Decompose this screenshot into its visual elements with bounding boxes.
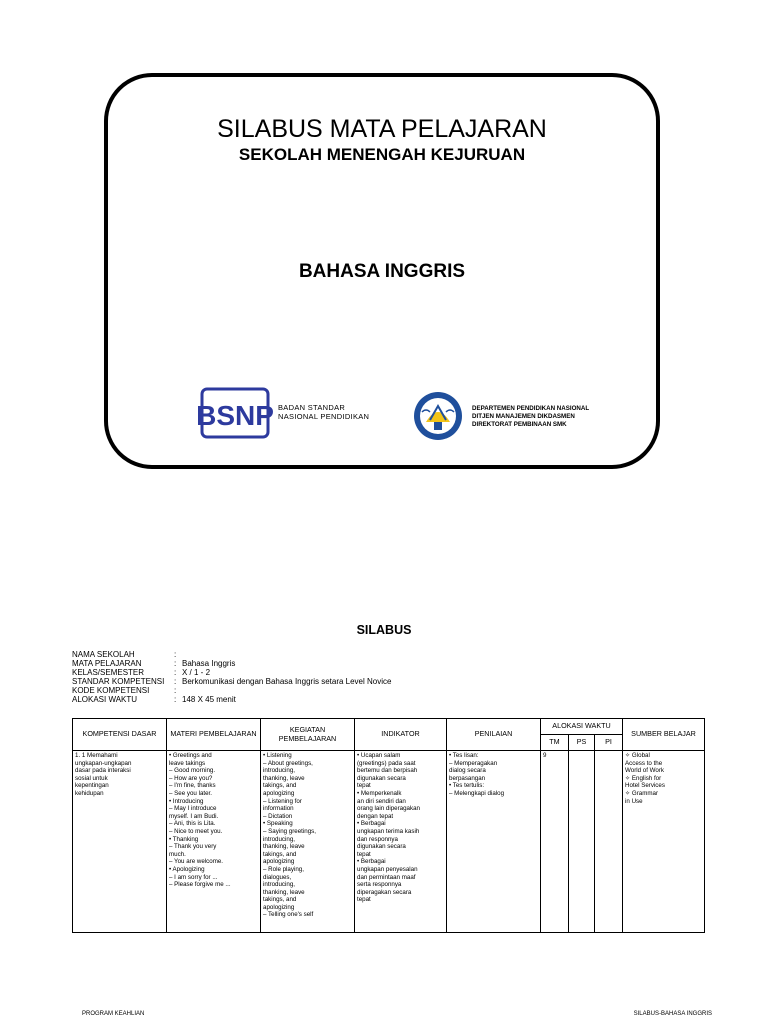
header-penilaian: PENILAIAN: [447, 719, 541, 751]
cell-ps: [569, 751, 595, 933]
cell-line: • Ucapan salam: [357, 752, 401, 759]
meta-label: KELAS/SEMESTER: [72, 668, 145, 677]
header-indikator: INDIKATOR: [355, 719, 447, 751]
cell-line: – Good morning.: [169, 767, 216, 775]
cell-line: serta responnya: [357, 881, 402, 889]
footer-left: PROGRAM KEAHLIAN: [82, 1011, 145, 1017]
header-pi: PI: [595, 735, 623, 751]
meta-colon: :: [174, 668, 177, 677]
cell-line: tepat: [357, 896, 371, 904]
cell-kompetensi: [73, 751, 167, 933]
meta-colon: :: [174, 650, 177, 659]
meta-row: [72, 686, 391, 695]
cell-line: • Speaking: [263, 820, 293, 828]
cell-line: tepat: [357, 850, 371, 858]
cell-line: – Saying greetings,: [263, 827, 316, 835]
bsnp-line-2: NASIONAL PENDIDIKAN: [278, 412, 370, 421]
cell-line: dialogues,: [263, 873, 292, 881]
cell-line: orang lain diperagakan: [357, 805, 420, 813]
cover-subtitle: SEKOLAH MENENGAH KEJURUAN: [238, 145, 526, 164]
cell-line: kehidupan: [75, 789, 104, 797]
cell-line: dan permintaan maaf: [357, 873, 416, 881]
department-caption: [472, 405, 589, 429]
cell-line: – See you later.: [169, 789, 212, 797]
meta-colon: :: [174, 686, 177, 695]
footer-right: SILABUS-BAHASA INGGRIS: [633, 1011, 712, 1017]
cell-line: berpasangan: [449, 774, 486, 782]
cell-line: takings, and: [263, 850, 297, 858]
cell-line: – Nice to meet you.: [169, 827, 223, 835]
cell-line: introducing,: [263, 767, 295, 775]
cell-line: ✧ Global: [625, 752, 650, 759]
cell-line: thanking, leave: [263, 888, 305, 896]
cell-line: thanking, leave: [263, 774, 305, 782]
syllabus-title: SILABUS: [356, 623, 412, 637]
cover-title: SILABUS MATA PELAJARAN: [217, 115, 547, 143]
cell-line: takings, and: [263, 896, 297, 904]
cell-line: – About greetings,: [263, 759, 313, 767]
header-ps: PS: [569, 735, 595, 751]
cell-line: – I'm fine, thanks: [169, 782, 216, 790]
cell-line: • Greetings and: [169, 752, 212, 759]
cell-line: dialog secara: [449, 767, 486, 775]
cell-line: ungkapan-ungkapan: [75, 759, 132, 767]
cover-frame: [104, 73, 660, 469]
meta-value: Bahasa Inggris: [182, 659, 236, 668]
cell-line: • Berbagai: [357, 858, 386, 866]
cell-line: ungkapan terima kasih: [357, 827, 420, 835]
dep-line-2: DITJEN MANAJEMEN DIKDASMEN: [472, 413, 575, 420]
bsnp-logo: [196, 387, 274, 439]
meta-colon: :: [174, 695, 177, 704]
cell-line: sosial untuk: [75, 774, 108, 782]
cell-line: ✧ English for: [625, 774, 662, 782]
meta-row: [72, 650, 391, 659]
meta-label: KODE KOMPETENSI: [72, 686, 150, 695]
header-tm: TM: [541, 735, 569, 751]
cell-line: much.: [169, 850, 186, 858]
meta-value: Berkomunikasi dengan Bahasa Inggris setara Level Novice: [182, 677, 392, 686]
cell-materi: [167, 751, 261, 933]
meta-row: [72, 659, 391, 668]
cell-line: – Memperagakan: [449, 759, 498, 767]
cell-line: ✧ Grammar: [625, 789, 659, 797]
cell-line: dan responnya: [357, 835, 398, 843]
cell-line: – Thank you very: [169, 843, 217, 851]
cell-line: digunakan secara: [357, 843, 406, 851]
cell-line: myself. I am Budi.: [169, 812, 219, 820]
meta-label: ALOKASI WAKTU: [72, 695, 138, 704]
cell-line: Access to the: [625, 759, 663, 767]
cell-line: (greetings) pada saat: [357, 759, 416, 767]
cell-line: – Telling one's self: [263, 911, 314, 919]
cell-line: takings, and: [263, 782, 297, 790]
cell-line: ungkapan penyesalan: [357, 865, 418, 873]
cell-line: leave takings: [169, 759, 206, 767]
cell-line: – How are you?: [169, 774, 213, 782]
cell-line: diperagakan secara: [357, 888, 412, 896]
cell-line: information: [263, 805, 294, 813]
cell-line: apologizing: [263, 789, 295, 797]
bsnp-logo-text: BSNP: [196, 400, 274, 431]
cell-line: bertemu dan berpisah: [357, 767, 418, 775]
meta-colon: :: [174, 659, 177, 668]
cell-line: introducing,: [263, 881, 295, 889]
syllabus-table: [72, 718, 705, 933]
meta-row: [72, 668, 391, 677]
cell-line: kepentingan: [75, 782, 109, 790]
meta-row: [72, 677, 391, 686]
cell-line: – Ani, this is Lita.: [169, 820, 216, 828]
cell-line: apologizing: [263, 858, 295, 866]
cell-line: dengan tepat: [357, 812, 394, 820]
cell-line: thanking, leave: [263, 843, 305, 851]
header-kompetensi: KOMPETENSI DASAR: [73, 719, 167, 751]
header-kegiatan: KEGIATAN PEMBELAJARAN: [261, 719, 355, 751]
cell-line: • Berbagai: [357, 820, 386, 828]
cell-line: – Melengkapi dialog: [449, 789, 505, 797]
cell-line: • Thanking: [169, 835, 199, 843]
cell-line: • Listening: [263, 752, 292, 759]
cell-line: • Memperkenalk: [357, 789, 402, 797]
meta-label: NAMA SEKOLAH: [72, 650, 135, 659]
cell-line: • Apologizing: [169, 865, 205, 873]
dep-line-1: DEPARTEMEN PENDIDIKAN NASIONAL: [472, 405, 590, 412]
cell-line: World of Work: [625, 767, 664, 775]
cell-line: Hotel Services: [625, 782, 665, 790]
cell-line: – Dictation: [263, 812, 293, 820]
cell-line: – You are welcome.: [169, 858, 224, 866]
cell-indikator: [355, 751, 447, 933]
header-sumber: SUMBER BELAJAR: [623, 719, 705, 751]
cover-subject: BAHASA INGGRIS: [298, 261, 466, 282]
meta-colon: :: [174, 677, 177, 686]
cell-line: • Tes tertulis:: [449, 782, 485, 790]
cell-line: – May I introduce: [169, 805, 217, 813]
cell-line: – Please forgive me ...: [169, 881, 231, 889]
cell-line: dasar pada interaksi: [75, 767, 131, 775]
meta-label: STANDAR KOMPETENSI: [72, 677, 165, 686]
dep-line-3: DIREKTORAT PEMBINAAN SMK: [472, 421, 567, 428]
cell-line: 1. 1 Memahami: [75, 752, 118, 759]
syllabus-meta: [72, 650, 391, 704]
meta-row: [72, 695, 391, 704]
header-materi: MATERI PEMBELAJARAN: [167, 719, 261, 751]
cell-sumber: [623, 751, 705, 933]
cell-line: introducing,: [263, 835, 295, 843]
cell-line: tepat: [357, 782, 371, 790]
meta-value: X / 1 - 2: [182, 668, 211, 677]
cell-line: an diri sendiri dan: [357, 797, 406, 805]
cell-line: in Use: [625, 797, 643, 805]
bsnp-line-1: BADAN STANDAR: [278, 403, 346, 412]
cell-line: – Listening for: [263, 797, 302, 805]
tut-wuri-handayani-logo: [412, 390, 464, 442]
cell-line: – Role playing,: [263, 865, 304, 873]
bsnp-caption: [278, 403, 369, 421]
cell-line: • Introducing: [169, 797, 204, 805]
cell-line: digunakan secara: [357, 774, 406, 782]
meta-label: MATA PELAJARAN: [72, 659, 142, 668]
cell-kegiatan: [261, 751, 355, 933]
cell-penilaian: [447, 751, 541, 933]
meta-value: 148 X 45 menit: [182, 695, 236, 704]
cell-tm: 9: [541, 751, 569, 933]
header-alokasi: ALOKASI WAKTU: [541, 719, 623, 735]
cell-line: apologizing: [263, 903, 295, 911]
cell-pi: [595, 751, 623, 933]
cell-line: – I am sorry for ...: [169, 873, 218, 881]
cell-line: • Tes lisan:: [449, 752, 479, 759]
